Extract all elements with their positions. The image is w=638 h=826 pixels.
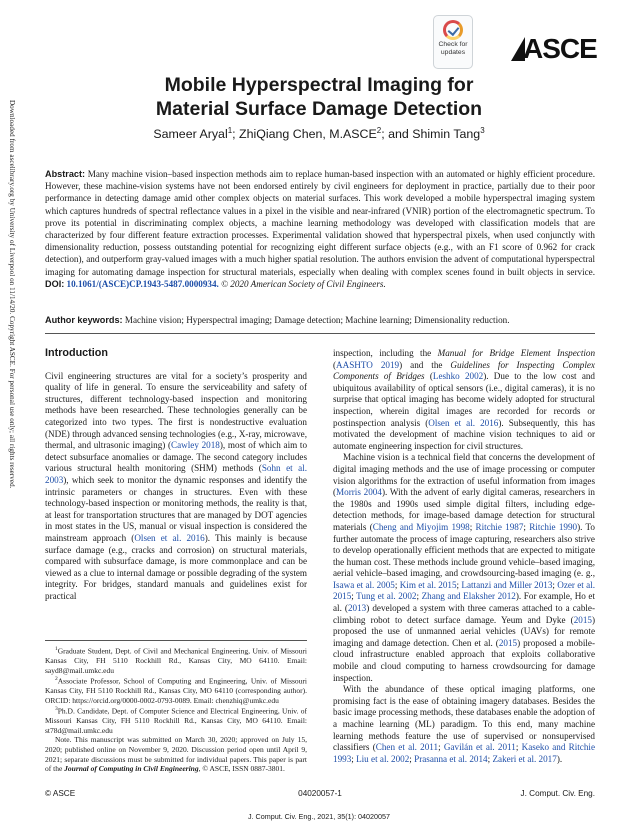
title-line-2: Material Surface Damage Detection [155, 98, 483, 120]
text-run: ). Due to the low cost and ubiquitous availability of optical sensors (i.e., digital cameras), it is no surprise that optical imaging has become widely adopted for structural inspection, wherein digital images are recorded for records or postinspection analysis ( [333, 371, 595, 428]
text-run: ). To further automate the process of image capturing, researchers also strive to develop operationally efficient methods that are expected to mitigate the human cost. These methods include ground vehicle–based imaging, aerial vehicle–based imaging, and crowdsourcing-based imaging (e. g., [333, 521, 595, 579]
citation-link[interactable]: Tung et al. 2002 [356, 591, 417, 602]
citation-link[interactable]: Morris 2004 [336, 487, 382, 498]
footnote-1 [45, 645, 307, 675]
text-run: ), most of which aim to detect subsurface anomalies or damage. The second category includes various structural health monitoring (SHM) methods ( [45, 440, 308, 474]
right-paragraph-3 [333, 684, 595, 765]
citation-link[interactable]: 2013 [347, 603, 367, 614]
text-run: ). Subsequently, this has motivated the development of machine vision techniques to aid or automate engineering inspection for civil structures. [333, 417, 595, 451]
abstract-copyright: © 2020 American Society of Civil Engineers. [218, 278, 386, 289]
footnote-marker: 3 [55, 706, 58, 713]
introduction-heading: Introduction [45, 347, 108, 359]
check-updates-icon [443, 20, 463, 40]
text-run: ) developed a system with three cameras attached to a cable-climbing robot to detect surface damage. Yeum and Dyke ( [333, 603, 596, 625]
italic-title: Manual for Bridge Element Inspection [437, 348, 596, 358]
left-column [45, 348, 307, 602]
doi-link[interactable]: 10.1061/(ASCE)CP.1943-5487.0000934. [64, 278, 219, 289]
text-run: ; [523, 521, 530, 532]
abstract-body: Many machine vision–based inspection methods aim to replace human-based inspection with an automated or highly efficient procedure. However, these machine-vision systems have not been endorsed entirely by civil engineers for deployment in practice, partially due to their poor performance in detecting damage amid other complex objects on material surfaces. This work developed a mobile hyperspectral imaging system which captures hundreds of spectral reflectance values in a pixel in the visible and near-infrared (VNIR) portion of the electromagnetic spectrum. To prove its potential in discriminating complex objects, a machine learning methodology was developed with classification models that are characterized by four different feature extraction processes. Experimental validation showed that hyperspectral pixels, when used conjunctly with dimensionality reduction, possess outstanding potential for recognizing eight different surface objects (e.g., with an F1 score of 0.962 for crack detection), and outperform gray-valued images with a much higher spatial resolution. The authors envision the advent of computational hyperspectral imaging for automating damage inspection for structural materials, especially when dealing with complex scenes found in built objects in service. [45, 169, 595, 277]
submission-note [45, 735, 307, 773]
footer-article-number: 04020057-1 [298, 789, 342, 798]
paper-title [0, 73, 638, 121]
text-run: ; [416, 591, 422, 602]
citation-link[interactable]: Lattanzi and Miller 2013 [461, 579, 553, 590]
text-run: ; [438, 742, 444, 753]
text-run: ) and the [399, 359, 451, 370]
page-citation: J. Comput. Civ. Eng., 2021, 35(1): 04020057 [247, 812, 391, 821]
citation-link[interactable]: Zakeri et al. 2017 [492, 753, 557, 764]
footnote-text: Graduate Student, Dept. of Civil and Mechanical Engineering, Univ. of Missouri Kansas City, FH 5110 Rockhill Rd., Kansas City, MO 64110. Email: sayd8@mail.umkc.edu [45, 646, 307, 675]
abstract-label: Abstract: [45, 169, 86, 179]
citation-link[interactable]: Olsen et al. 2016 [428, 417, 499, 428]
text-run: ; [487, 753, 493, 764]
right-column [333, 348, 595, 765]
footnote-divider [45, 640, 307, 641]
check-for-updates-badge[interactable] [433, 15, 473, 69]
publisher-logo [511, 34, 597, 64]
text-run: ; [394, 579, 400, 590]
text-run: ) proposed a mobile-cloud infrastructure enabled approach that exploits collaborative mobile and cloud computing to harness crowdsourcing for damage inspection. [333, 637, 595, 683]
intro-paragraph [45, 371, 307, 603]
citation-link[interactable]: Chen et al. 2011 [375, 742, 439, 753]
text-run: ; [469, 521, 476, 532]
citation-link[interactable]: Leshko 2002 [432, 371, 484, 382]
section-divider [45, 333, 595, 334]
citation-link[interactable]: Isawa et al. 2005 [333, 579, 395, 590]
footer-copyright: © ASCE [45, 789, 76, 798]
author-superscript: 3 [480, 126, 485, 135]
citation-link[interactable]: Prasanna et al. 2014 [414, 753, 488, 764]
citation-link[interactable]: AASHTO 2019 [336, 359, 400, 370]
citation-link[interactable]: Olsen et al. 2016 [134, 532, 205, 543]
text-run: ; [552, 579, 558, 590]
citation-link[interactable]: Gavilán et al. 2011 [443, 742, 516, 753]
text-run: Civil engineering structures are vital for a society’s prosperity and quality of life in general. To ensure the serviceability and safety of structures, different technology-based inspection and monitoring methods have been researched. These technologies generally can be categorized into two types. The first is nondestructive evaluation (NDE) through advanced sensing technologies (e.g., X-ray, microwave, thermal, and ultrasonic imaging) ( [45, 370, 307, 451]
text-run: ; [351, 753, 357, 764]
note-text: Note. This manuscript was submitted on March 30, 2020; approved on July 15, 2020; published online on November 9, 2020. Discussion period open until April 9, 2021; separate discussions must be submitted for individual papers. This paper is part of the [45, 735, 307, 774]
journal-name: Journal of Computing in Civil Engineering [64, 764, 199, 774]
text-run: ). [556, 753, 563, 764]
text-run: Machine vision is a technical field that concerns the development of digital imaging methods and the use of image processing or computer vision algorithms for the extraction of useful information from images ( [333, 452, 595, 498]
author-list [0, 126, 638, 141]
author-superscript: 1 [227, 126, 233, 135]
footnote-text: Associate Professor, School of Computing and Engineering, Univ. of Missouri Kansas City, FH 5110 Rockhill Rd., Kansas City, MO 64110 (corresponding author). ORCID: https://orcid.org/0000-0002-0793-0089. Email: chenzhiq@umkc.edu [45, 676, 307, 705]
citation-link[interactable]: Zhang and Elaksher 2012 [421, 591, 516, 602]
text-run: ; [409, 753, 415, 764]
citation-link[interactable]: Ozer et al. 2015 [333, 579, 596, 602]
citation-link[interactable]: Liu et al. 2002 [356, 753, 410, 764]
footnote-text: Ph.D. Candidate, Dept. of Computer Science and Electrical Engineering, Univ. of Missouri Kansas City, FH 5110 Rockhill Rd., Kansas City, MO 64110. Email: st78d@mail.umkc.edu [45, 706, 307, 735]
author-name: ; and Shimin Tang [381, 127, 481, 142]
citation-link[interactable]: Kaseko and Ritchie 1993 [333, 742, 596, 764]
citation-link[interactable]: Sohn et al. 2003 [45, 463, 307, 485]
citation-link[interactable]: Ritchie 1990 [529, 521, 578, 532]
citation-link[interactable]: Cawley 2018 [171, 440, 220, 451]
author-name: ; ZhiQiang Chen, M.ASCE [232, 127, 377, 142]
text-run: ; [515, 742, 522, 753]
footnote-3 [45, 705, 307, 735]
text-run: With the abundance of these optical imaging platforms, one promising fact is the ease of obtaining imagery databases. Besides the basic image processing methods, these databases enable the adoption of a machine learning (ML) paradigm. To this end, many machine learning methods feature the use of supervised or nonsupervised classifiers ( [333, 684, 596, 753]
author-superscript: 2 [376, 126, 382, 135]
keywords-body: Machine vision; Hyperspectral imaging; Damage detection; Machine learning; Dimensionality reduction. [122, 315, 510, 325]
right-paragraph-1 [333, 348, 595, 452]
author-keywords [45, 314, 595, 326]
text-run: ; [351, 591, 357, 602]
footnote-marker: 2 [55, 676, 58, 683]
text-run: ( [424, 371, 433, 382]
author-name: Sameer Aryal [153, 127, 228, 142]
badge-line-2: updates [440, 48, 466, 56]
citation-link[interactable]: Kim et al. 2015 [399, 579, 457, 590]
note-text: , © ASCE, ISSN 0887-3801. [198, 764, 285, 774]
citation-link[interactable]: 2015 [573, 614, 592, 625]
right-paragraph-2 [333, 452, 595, 684]
citation-link[interactable]: Ritchie 1987 [475, 521, 524, 532]
text-run: ; [456, 579, 462, 590]
italic-title: Guidelines for Inspecting Complex Components of Bridges [333, 359, 595, 382]
text-run: ). This mainly is because surface damage (e.g., cracks and corrosion) on structural materials, compared with subsurface damage, is more commonplace and can be viewed as a clue to internal damage or possible degrading of the system integrity. For bridges, standard manuals and guidelines exist for practical [45, 532, 308, 601]
citation-link[interactable]: Cheng and Miyojim 1998 [372, 521, 470, 532]
footnote-2 [45, 675, 307, 705]
footer-journal: J. Comput. Civ. Eng. [520, 789, 595, 798]
footnotes [45, 645, 307, 774]
title-line-1: Mobile Hyperspectral Imaging for [164, 74, 474, 96]
text-run: ). With the advent of early digital cameras, researchers in the 1980s and 1990s used simple digital filters, including edge-detection methods, for image-based damage detection for structural materials ( [333, 487, 595, 532]
badge-line-1: Check for [438, 41, 468, 48]
abstract [45, 168, 595, 290]
logo-text: ASCE [523, 33, 597, 64]
text-run: inspection, including the [333, 348, 438, 358]
text-run: ), which seek to monitor the dynamic responses and identify the intrinsic parameters or changes in structures. Even with these technology-based inspection or monitoring methods, the reality is that, at least for transportation structures that are managed by DOT agencies in most states in the US, manual or visual inspection is considered the mainstream approach ( [45, 474, 307, 543]
text-run: ) proposed the use of unmanned aerial vehicles (UAVs) for remote imaging and damage detection. Chen et al. ( [333, 614, 595, 648]
doi-label: DOI: [45, 278, 65, 289]
keywords-label: Author keywords: [45, 315, 123, 325]
download-note-text: Downloaded from ascelibrary.org by University of Liverpool on 11/14/20. Copyright ASCE. For personal use only; all rights reserved. [8, 100, 16, 489]
download-sidebar-note [2, 100, 14, 720]
text-run: ). For example, Ho et al. ( [333, 591, 595, 614]
footnote-marker: 1 [55, 646, 58, 652]
citation-link[interactable]: 2015 [498, 637, 518, 648]
text-run: ( [333, 359, 337, 370]
